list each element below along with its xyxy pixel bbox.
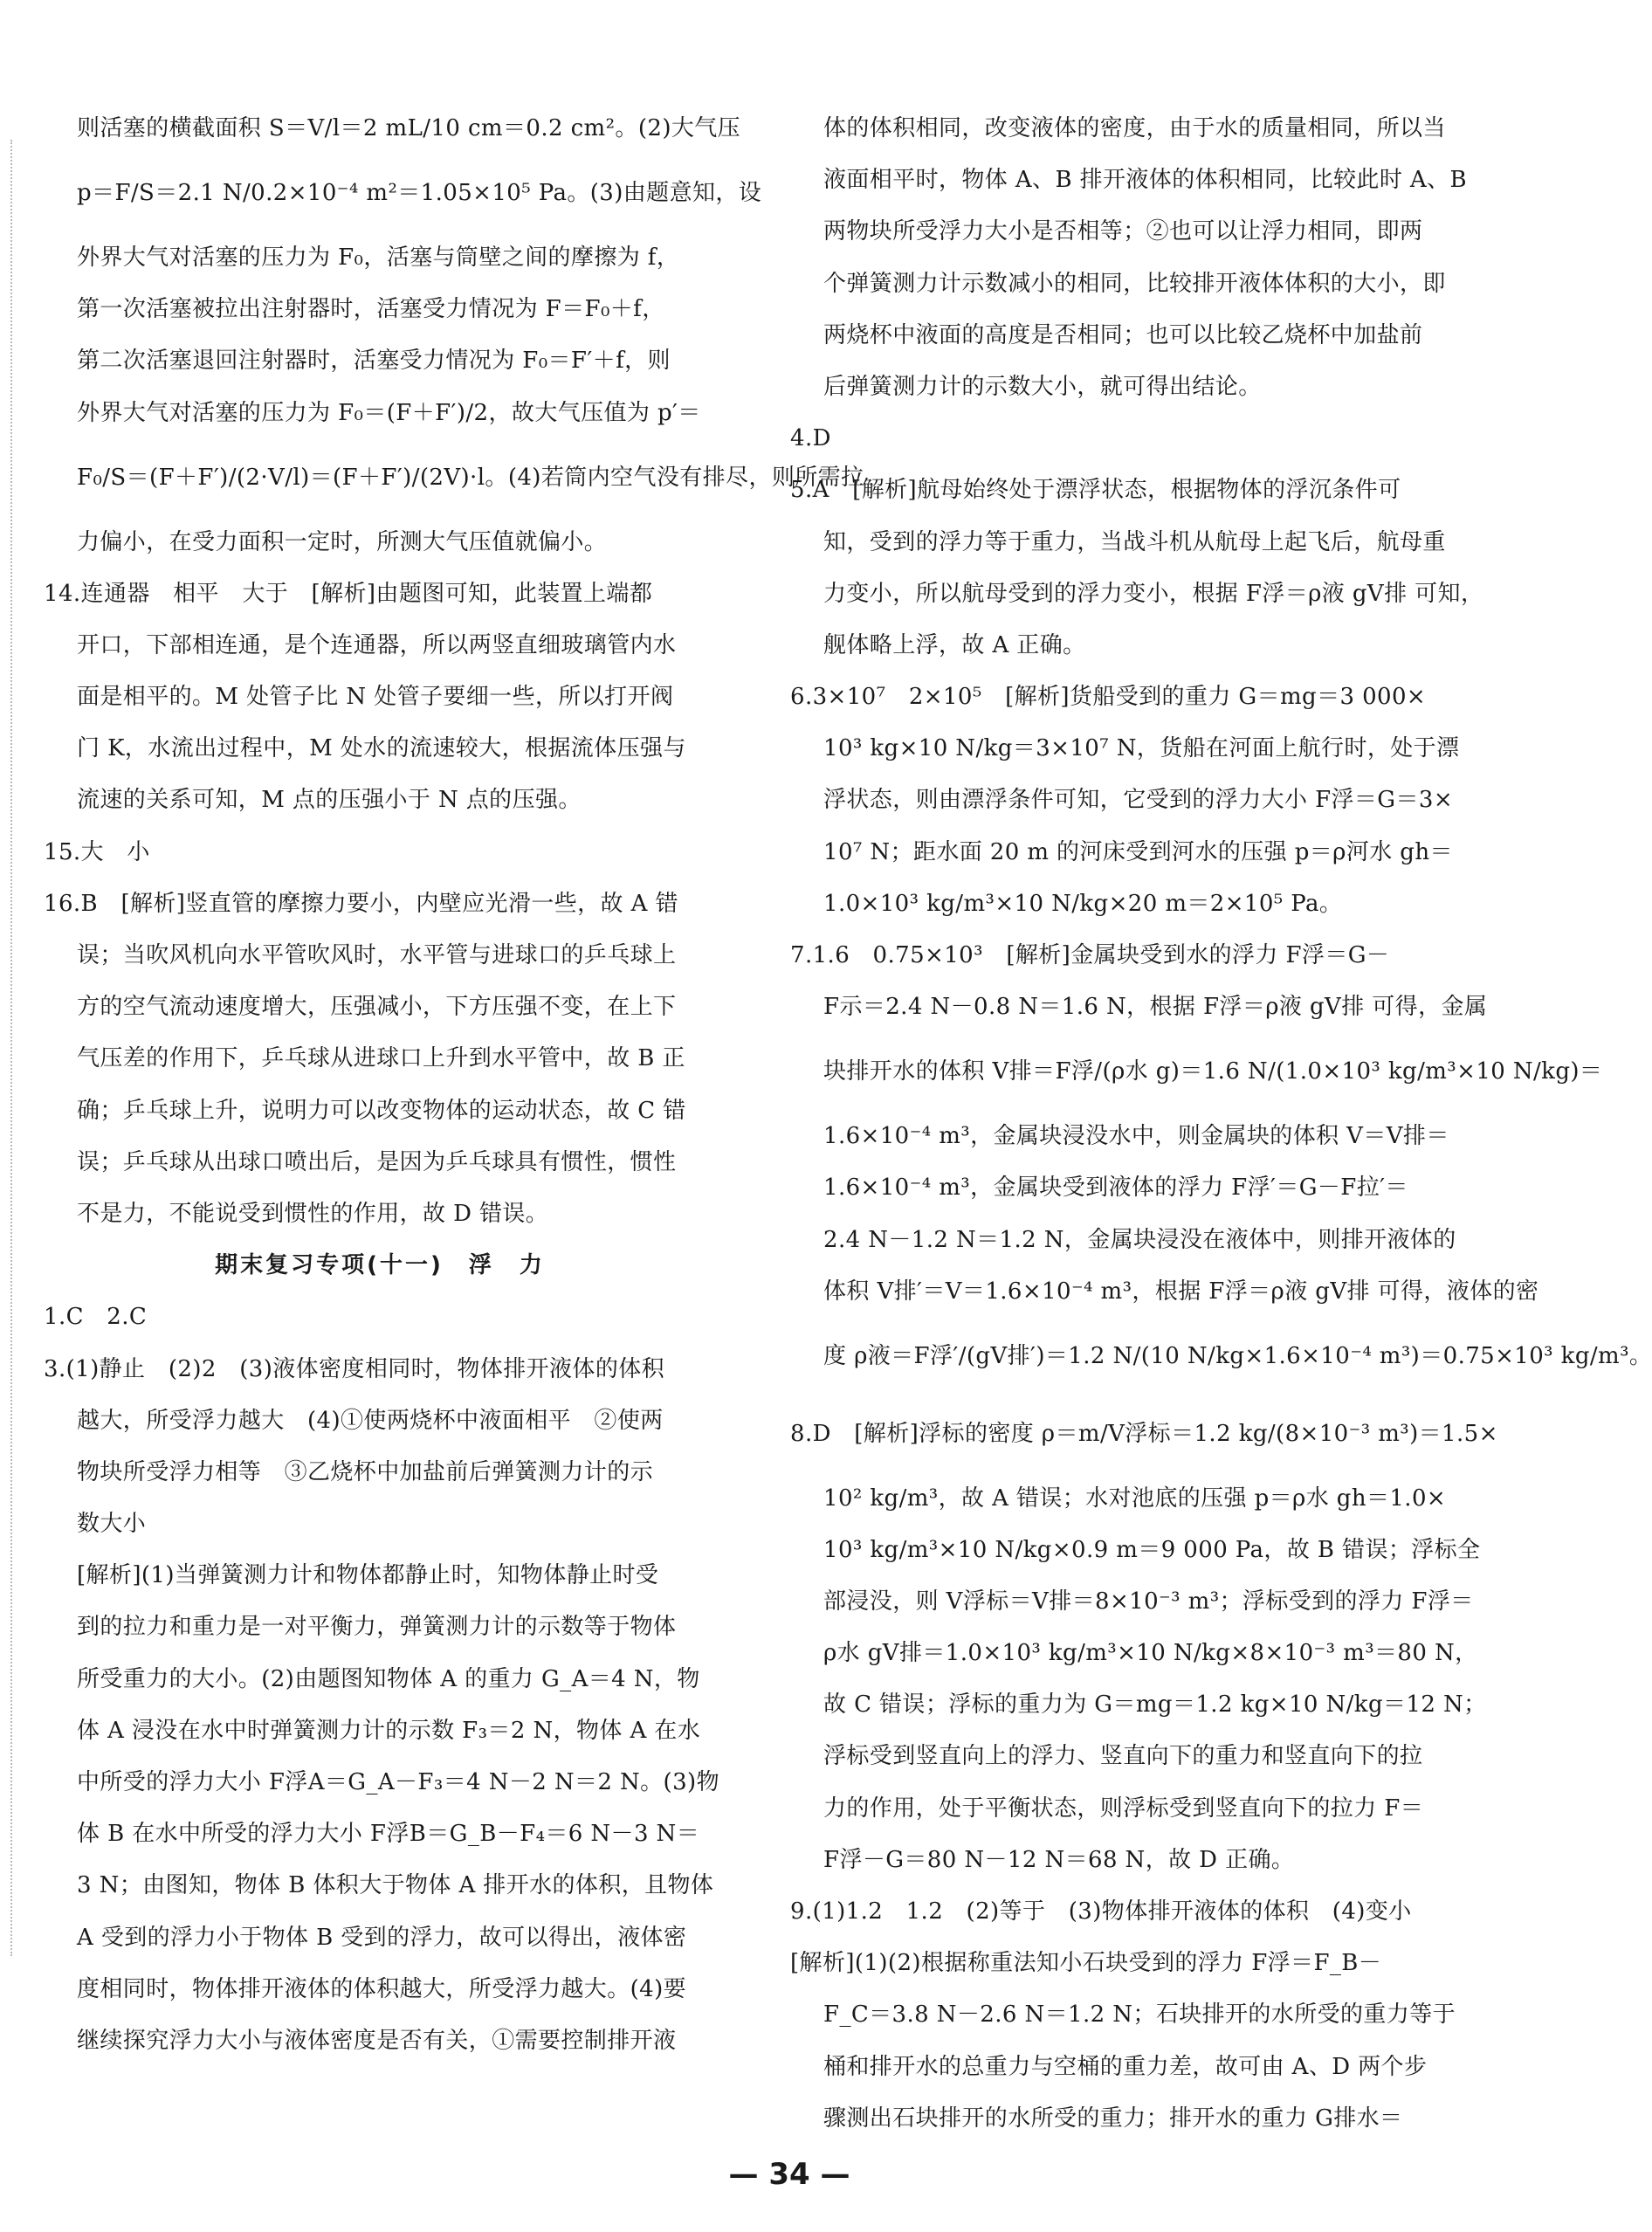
left-column-line: 继续探究浮力大小与液体密度是否有关，①需要控制排开液 [77, 2027, 677, 2054]
left-column-line: 3.(1)静止 (2)2 (3)液体密度相同时，物体排开液体的体积 [44, 1355, 665, 1382]
left-column-line: 第二次活塞退回注射器时，活塞受力情况为 F₀＝F′＋f，则 [77, 348, 671, 375]
left-column-line: 流速的关系可知，M 点的压强小于 N 点的压强。 [77, 787, 582, 814]
right-column-line: 2.4 N－1.2 N＝1.2 N，金属块浸没在液体中，则排开液体的 [823, 1226, 1456, 1253]
right-column-line: 块排开水的体积 V排＝F浮/(ρ水 g)＝1.6 N/(1.0×10³ kg/m³×10 N/kg)＝ [823, 1058, 1603, 1085]
right-column-line: 浮状态，则由漂浮条件可知，它受到的浮力大小 F浮＝G＝3× [823, 787, 1454, 814]
right-column-line: 体的体积相同，改变液体的密度，由于水的质量相同，所以当 [823, 115, 1446, 141]
left-column-line: 气压差的作用下，乒乓球从进球口上升到水平管中，故 B 正 [77, 1045, 685, 1072]
right-column-line: 8.D [解析]浮标的密度 ρ＝m/V浮标＝1.2 kg/(8×10⁻³ m³)＝1.5× [790, 1420, 1498, 1447]
left-column-line: 中所受的浮力大小 F浮A＝G_A－F₃＝4 N－2 N＝2 N。(3)物 [77, 1769, 719, 1796]
left-column-line: 越大，所受浮力越大 (4)①使两烧杯中液面相平 ②使两 [77, 1407, 664, 1434]
left-column-line: 外界大气对活塞的压力为 F₀＝(F＋F′)/2，故大气压值为 p′＝ [77, 399, 701, 426]
right-column-line: 舰体略上浮，故 A 正确。 [823, 631, 1086, 658]
right-column-line: 10³ kg×10 N/kg＝3×10⁷ N，货船在河面上航行时，处于漂 [823, 735, 1460, 762]
section-heading: 期末复习专项(十一) 浮 力 [215, 1252, 545, 1279]
left-column-line: 体 A 浸没在水中时弹簧测力计的示数 F₃＝2 N，物体 A 在水 [77, 1717, 701, 1744]
left-column-line: 第一次活塞被拉出注射器时，活塞受力情况为 F＝F₀＋f， [77, 296, 665, 323]
binding-margin-dotted-rule [10, 140, 12, 1956]
left-column-line: 15.大 小 [44, 838, 150, 865]
right-column-line: 4.D [790, 425, 831, 452]
right-column-line: 部浸没，则 V浮标＝V排＝8×10⁻³ m³；浮标受到的浮力 F浮＝ [823, 1588, 1474, 1615]
right-column-line: 力变小，所以航母受到的浮力变小，根据 F浮＝ρ液 gV排 可知， [823, 580, 1484, 607]
right-column [790, 103, 1652, 2145]
left-column-line: 方的空气流动速度增大，压强减小，下方压强不变，在上下 [77, 994, 677, 1021]
right-column-line: 10³ kg/m³×10 N/kg×0.9 m＝9 000 Pa，故 B 错误；浮标全 [823, 1536, 1481, 1563]
right-column-line: 1.0×10³ kg/m³×10 N/kg×20 m＝2×10⁵ Pa。 [823, 890, 1343, 917]
left-column-line: 1.C 2.C [44, 1304, 148, 1331]
right-column-line: [解析](1)(2)根据称重法知小石块受到的浮力 F浮＝F_B－ [790, 1950, 1382, 1977]
page-number: — 34 — [728, 2157, 850, 2192]
left-column-line: 3 N；由图知，物体 B 体积大于物体 A 排开水的体积，且物体 [77, 1872, 714, 1899]
right-column-line: 1.6×10⁻⁴ m³，金属块受到液体的浮力 F浮′＝G－F拉′＝ [823, 1175, 1408, 1202]
right-column-line: 两烧杯中液面的高度是否相同；也可以比较乙烧杯中加盐前 [823, 321, 1423, 348]
left-column-line: 确；乒乓球上升，说明力可以改变物体的运动状态，故 C 错 [77, 1097, 686, 1124]
left-column-line: 面是相平的。M 处管子比 N 处管子要细一些，所以打开阀 [77, 684, 674, 711]
right-column-line: 9.(1)1.2 1.2 (2)等于 (3)物体排开液体的体积 (4)变小 [790, 1898, 1412, 1925]
right-column-line: 液面相平时，物体 A、B 排开液体的体积相同，比较此时 A、B [823, 167, 1467, 194]
left-column-line: A 受到的浮力小于物体 B 受到的浮力，故可以得出，液体密 [77, 1924, 687, 1951]
left-column-line: 所受重力的大小。(2)由题图知物体 A 的重力 G_A＝4 N，物 [77, 1665, 700, 1692]
left-column-line: F₀/S＝(F＋F′)/(2·V/l)＝(F＋F′)/(2V)·l。(4)若筒内空气没有排尽，则所需拉 [77, 464, 864, 491]
left-column-line: 16.B [解析]竖直管的摩擦力要小，内壁应光滑一些，故 A 错 [44, 890, 678, 917]
right-column-line: 个弹簧测力计示数减小的相同，比较排开液体体积的大小，即 [823, 270, 1446, 297]
right-column-line: 7.1.6 0.75×10³ [解析]金属块受到水的浮力 F浮＝G－ [790, 942, 1390, 968]
right-column-line: 故 C 错误；浮标的重力为 G＝mg＝1.2 kg×10 N/kg＝12 N； [823, 1691, 1487, 1719]
left-column-line: p＝F/S＝2.1 N/0.2×10⁻⁴ m²＝1.05×10⁵ Pa。(3)由题意知，设 [77, 180, 762, 207]
right-column-line: 10⁷ N；距水面 20 m 的河床受到河水的压强 p＝ρ河水 gh＝ [823, 838, 1453, 865]
right-column-line: F示＝2.4 N－0.8 N＝1.6 N，根据 F浮＝ρ液 gV排 可得，金属 [823, 994, 1488, 1021]
right-column-line: F浮－G＝80 N－12 N＝68 N，故 D 正确。 [823, 1846, 1295, 1873]
right-column-line: 后弹簧测力计的示数大小，就可得出结论。 [823, 373, 1262, 400]
left-column-line: 则活塞的横截面积 S＝V/l＝2 mL/10 cm＝0.2 cm²。(2)大气压 [77, 115, 741, 141]
right-column-line: 浮标受到竖直向上的浮力、竖直向下的重力和竖直向下的拉 [823, 1743, 1423, 1770]
left-column-line: 门 K，水流出过程中，M 处水的流速较大，根据流体压强与 [77, 735, 686, 762]
left-column-line: 开口，下部相连通，是个连通器，所以两竖直细玻璃管内水 [77, 631, 677, 658]
right-column-line: 6.3×10⁷ 2×10⁵ [解析]货船受到的重力 G＝mg＝3 000× [790, 684, 1427, 711]
right-column-line: 知，受到的浮力等于重力，当战斗机从航母上起飞后，航母重 [823, 528, 1446, 555]
left-column-line: 力偏小，在受力面积一定时，所测大气压值就偏小。 [77, 528, 608, 555]
left-column-line: 体 B 在水中所受的浮力大小 F浮B＝G_B－F₄＝6 N－3 N＝ [77, 1821, 700, 1848]
left-column-line: 物块所受浮力相等 ③乙烧杯中加盐前后弹簧测力计的示 [77, 1458, 654, 1485]
left-column-line: 不是力，不能说受到惯性的作用，故 D 错误。 [77, 1200, 549, 1227]
right-column-line: 骤测出石块排开的水所受的重力；排开水的重力 G排水＝ [823, 2105, 1403, 2132]
left-column-line: 误；乒乓球从出球口喷出后，是因为乒乓球具有惯性，惯性 [77, 1148, 677, 1175]
right-column-line: F_C＝3.8 N－2.6 N＝1.2 N；石块排开的水所受的重力等于 [823, 2001, 1456, 2029]
left-column-line: 外界大气对活塞的压力为 F₀，活塞与筒壁之间的摩擦为 f， [77, 244, 680, 271]
right-column-line: 度 ρ液＝F浮′/(gV排′)＝1.2 N/(10 N/kg×1.6×10⁻⁴ m³)＝0.75×10³ kg/m³。 [823, 1342, 1652, 1369]
right-column-line: 体积 V排′＝V＝1.6×10⁻⁴ m³，根据 F浮＝ρ液 gV排 可得，液体的密 [823, 1278, 1539, 1305]
left-column-line: 误；当吹风机向水平管吹风时，水平管与进球口的乒乓球上 [77, 942, 677, 969]
left-column-line: [解析](1)当弹簧测力计和物体都静止时，知物体静止时受 [77, 1562, 659, 1589]
right-column-line: 力的作用，处于平衡状态，则浮标受到竖直向下的拉力 F＝ [823, 1795, 1424, 1822]
left-column-line: 14.连通器 相平 大于 [解析]由题图可知，此装置上端都 [44, 580, 653, 607]
left-column-line: 到的拉力和重力是一对平衡力，弹簧测力计的示数等于物体 [77, 1614, 677, 1641]
right-column-line: 1.6×10⁻⁴ m³，金属块浸没水中，则金属块的体积 V＝V排＝ [823, 1123, 1449, 1150]
right-column-line: ρ水 gV排＝1.0×10³ kg/m³×10 N/kg×8×10⁻³ m³＝80 N， [823, 1640, 1478, 1667]
right-column-line: 10² kg/m³，故 A 错误；水对池底的压强 p＝ρ水 gh＝1.0× [823, 1485, 1447, 1512]
left-column-line: 度相同时，物体排开液体的体积越大，所受浮力越大。(4)要 [77, 1975, 687, 2002]
left-column-line: 数大小 [77, 1511, 147, 1538]
right-column-line: 两物块所受浮力大小是否相等；②也可以让浮力相同，即两 [823, 218, 1423, 245]
right-column-line: 桶和排开水的总重力与空桶的重力差，故可由 A、D 两个步 [823, 2053, 1428, 2080]
right-column-line: 5.A [解析]航母始终处于漂浮状态，根据物体的浮沉条件可 [790, 477, 1401, 504]
